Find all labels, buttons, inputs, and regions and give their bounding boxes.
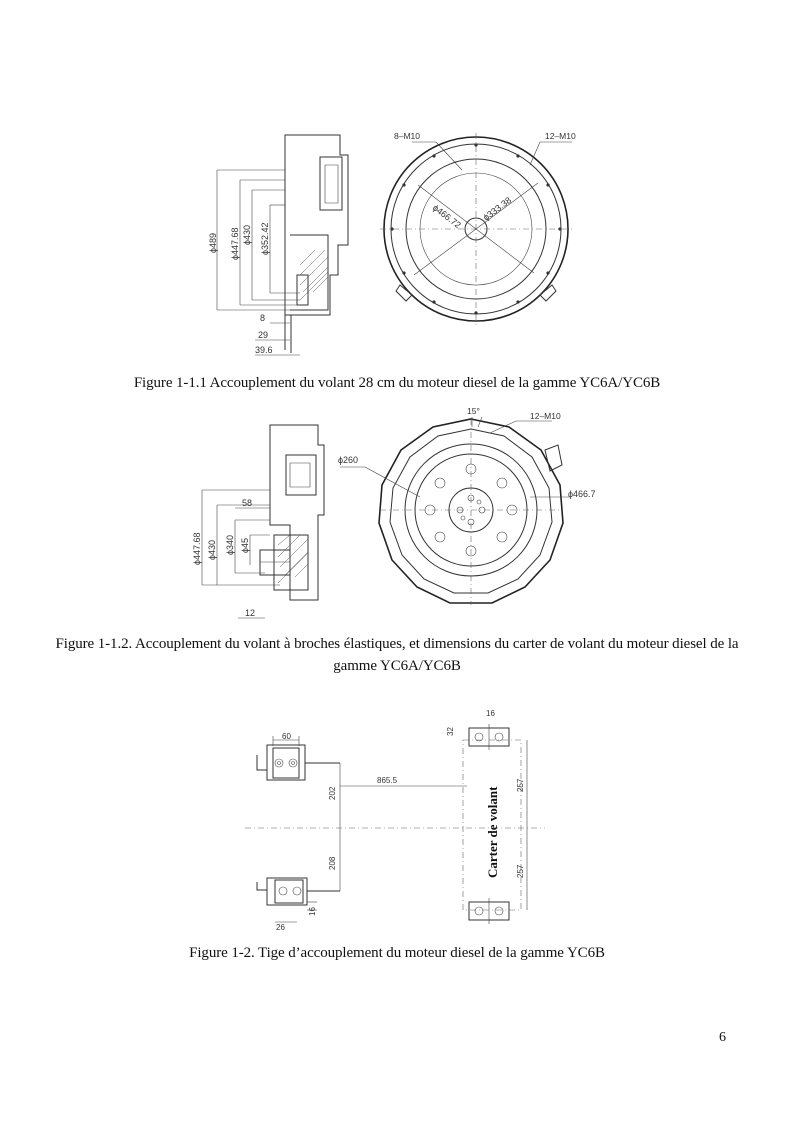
dim-d2: ϕ447.68 bbox=[230, 227, 240, 260]
figure-1-2-drawing bbox=[245, 710, 545, 935]
figure-1-1-1-drawing bbox=[200, 125, 600, 365]
flywheel-front-view bbox=[380, 133, 572, 325]
bolt-label-inner: 12–M10 bbox=[545, 131, 576, 141]
bolt-label: 12–M10 bbox=[530, 411, 561, 421]
figure-1-1-1-caption: Figure 1-1.1 Accouplement du volant 28 cm du moteur diesel de la gamme YC6A/YC6B bbox=[133, 375, 661, 391]
dim-d3: ϕ340 bbox=[225, 534, 235, 555]
dia-b-label: ϕ466.7 bbox=[568, 489, 596, 499]
dim-w-top: 60 bbox=[282, 732, 291, 741]
dia-a-label: ϕ466.72 bbox=[430, 202, 463, 231]
housing-front-view bbox=[379, 419, 563, 605]
page-number: 6 bbox=[719, 1030, 726, 1045]
dim-l3: 39.6 bbox=[255, 345, 273, 355]
dim-d1: ϕ447.68 bbox=[192, 532, 202, 565]
dim-l2: 12 bbox=[245, 608, 256, 618]
angle-label: 15° bbox=[467, 406, 480, 416]
dim-w-bottom: 26 bbox=[276, 923, 285, 932]
housing-label: Carter de volant bbox=[485, 786, 500, 878]
dim-r-down: 257 bbox=[516, 864, 525, 878]
bolt-label-outer: 8–M10 bbox=[394, 131, 420, 141]
dim-h-small: 16 bbox=[308, 907, 317, 916]
flywheel-side-section bbox=[285, 135, 348, 353]
dim-x: 865.5 bbox=[377, 776, 398, 785]
diameter-dimension-lines bbox=[202, 490, 280, 585]
dim-l1: 8 bbox=[260, 313, 266, 323]
top-bracket bbox=[257, 736, 305, 780]
dim-d2: ϕ430 bbox=[207, 539, 217, 560]
dim-top-h: 32 bbox=[446, 727, 455, 736]
dia-a-label: ϕ260 bbox=[338, 455, 359, 465]
dia-b-label: ϕ333.38 bbox=[481, 195, 514, 223]
dim-d3: ϕ430 bbox=[242, 224, 252, 245]
figure-1-1-2-caption: Figure 1-1.2. Accouplement du volant à broches élastiques, et dimensions du carter de volant du moteur diesel de la gamme YC6A/YC6B bbox=[55, 636, 739, 674]
figure-1-1-2-drawing bbox=[190, 405, 610, 620]
dim-d1: ϕ489 bbox=[208, 232, 218, 253]
dim-up: 202 bbox=[328, 786, 337, 800]
dim-l2: 29 bbox=[258, 330, 269, 340]
dim-top-w: 16 bbox=[486, 709, 495, 718]
dim-d4: ϕ45 bbox=[240, 537, 250, 553]
dim-d4: ϕ352.42 bbox=[260, 222, 270, 255]
dim-down: 208 bbox=[328, 856, 337, 870]
dim-r-up: 257 bbox=[516, 778, 525, 792]
housing-side-section bbox=[260, 425, 324, 600]
dim-l1: 58 bbox=[242, 498, 253, 508]
figure-1-2-caption: Figure 1-2. Tige d’accouplement du moteur diesel de la gamme YC6B bbox=[189, 945, 605, 961]
